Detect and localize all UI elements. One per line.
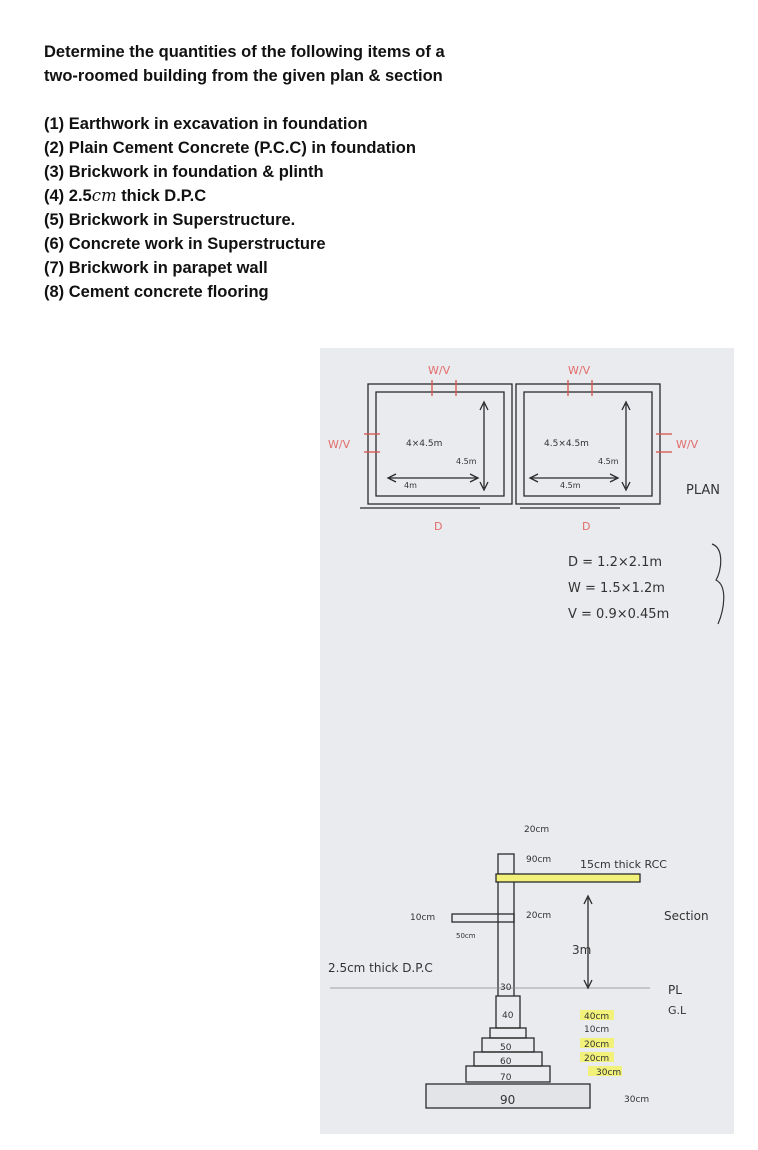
rcc-slab bbox=[496, 874, 640, 882]
section-title: Section bbox=[664, 909, 709, 923]
width-label: 30 bbox=[500, 983, 512, 993]
room-1-depth-label: 4.5m bbox=[456, 457, 477, 466]
door-1-label: D bbox=[434, 520, 443, 533]
lintel-ht-label: 20cm bbox=[526, 911, 552, 921]
list-item: (1) Earthwork in excavation in foundation bbox=[44, 115, 368, 133]
list-item: (7) Brickwork in parapet wall bbox=[44, 259, 268, 277]
width-label: 60 bbox=[500, 1057, 512, 1067]
parapet bbox=[498, 854, 514, 874]
question-line-2: two-roomed building from the given plan & section bbox=[44, 67, 443, 85]
spec-door: D = 1.2×2.1m bbox=[568, 555, 663, 570]
height-label: 40cm bbox=[584, 1012, 610, 1022]
wv-right-label: W/V bbox=[676, 438, 699, 451]
room-1-width-label: 4m bbox=[404, 481, 417, 490]
rcc-label: 15cm thick RCC bbox=[580, 858, 667, 871]
dpc-label: 2.5cm thick D.P.C bbox=[328, 961, 433, 975]
room-2-depth-label: 4.5m bbox=[598, 457, 619, 466]
spec-brace bbox=[712, 544, 724, 624]
unit-cm: cm bbox=[91, 186, 117, 205]
wv-top-left-label: W/V bbox=[428, 364, 451, 377]
spec-window: W = 1.5×1.2m bbox=[568, 581, 665, 596]
items-list bbox=[44, 112, 644, 304]
height-label: 30cm bbox=[596, 1068, 622, 1078]
footing-step-2 bbox=[490, 1028, 526, 1038]
height-label: 30cm bbox=[624, 1095, 650, 1105]
parapet-ht-label: 90cm bbox=[526, 855, 552, 865]
section-labels bbox=[328, 825, 709, 1107]
width-label: 50 bbox=[500, 1043, 512, 1053]
hand-drawn-sketch bbox=[320, 348, 734, 1134]
parapet-thk-label: 20cm bbox=[524, 825, 550, 835]
spec-ventilator: V = 0.9×0.45m bbox=[568, 607, 670, 622]
wall-ht-label: 3m bbox=[572, 943, 592, 957]
list-item: (3) Brickwork in foundation & plinth bbox=[44, 163, 324, 181]
gl-label: G.L bbox=[668, 1004, 687, 1017]
question-heading bbox=[44, 40, 644, 88]
sketch-svg bbox=[320, 348, 734, 1134]
width-label: 70 bbox=[500, 1073, 512, 1083]
height-label: 10cm bbox=[584, 1025, 610, 1035]
pl-label: PL bbox=[668, 983, 682, 997]
height-label: 20cm bbox=[584, 1054, 610, 1064]
room-2-size-label: 4.5×4.5m bbox=[544, 439, 589, 449]
plan-title: PLAN bbox=[686, 483, 720, 498]
room-2-width-label: 4.5m bbox=[560, 481, 581, 490]
question-line-1: Determine the quantities of the following items of a bbox=[44, 43, 445, 61]
list-item: (5) Brickwork in Superstructure. bbox=[44, 211, 296, 229]
door-2-label: D bbox=[582, 520, 591, 533]
list-item: (6) Concrete work in Superstructure bbox=[44, 235, 326, 253]
list-item: (8) Cement concrete flooring bbox=[44, 283, 269, 301]
height-label: 20cm bbox=[584, 1040, 610, 1050]
wv-top-right-label: W/V bbox=[568, 364, 591, 377]
lintel-thk-label: 10cm bbox=[410, 913, 436, 923]
lintel-w-label: 50cm bbox=[456, 932, 476, 940]
width-label: 90 bbox=[500, 1093, 516, 1107]
room-1-size-label: 4×4.5m bbox=[406, 439, 443, 449]
width-label: 40 bbox=[502, 1011, 514, 1021]
wv-left-label: W/V bbox=[328, 438, 351, 451]
list-item: (4) 2.5cm thick D.P.C bbox=[44, 186, 207, 205]
plan-labels bbox=[404, 439, 720, 622]
list-item: (2) Plain Cement Concrete (P.C.C) in foundation bbox=[44, 139, 416, 157]
lintel bbox=[452, 914, 514, 922]
